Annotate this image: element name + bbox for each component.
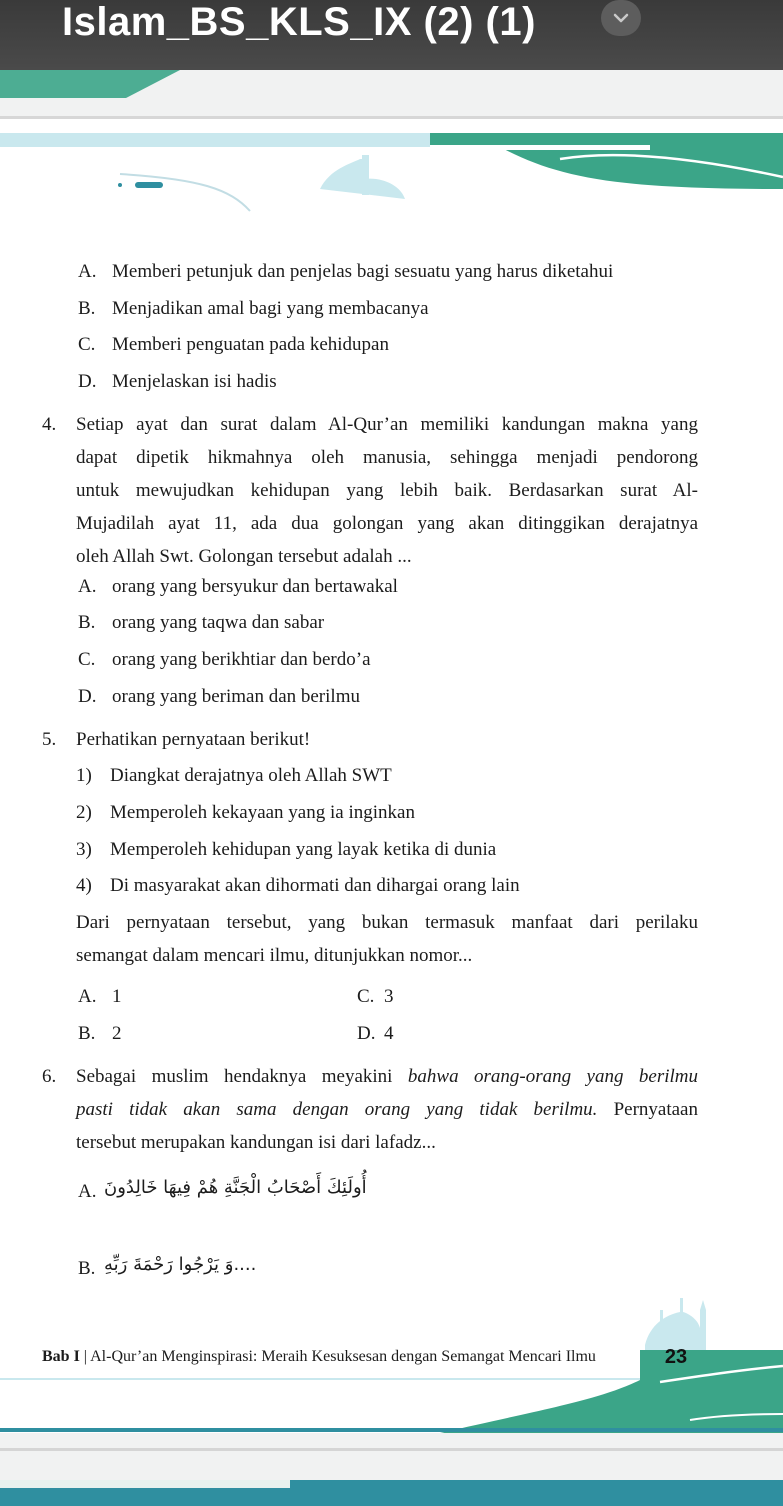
q6-text: Sebagai muslim hendaknya meyakini [76,1066,408,1087]
chapter-label: Bab I [42,1348,80,1365]
q6-option-a-arabic: أُولَئِكَ أَصْحَابُ الْجَنَّةِ هُمْ فِيهَا خَالِدُونَ [104,1177,367,1198]
q3-option-c-letter: C. [78,334,96,355]
q3-option-d: Menjelaskan isi hadis [112,371,277,392]
q5-statement-number: 4) [76,875,92,896]
q5-statement-number: 2) [76,802,92,823]
q6-option-b-arabic: ....وَ يَرْجُوا رَحْمَةَ رَبِّهِ [104,1254,257,1275]
q5-option-b: 2 [112,1023,122,1044]
page-header-decoration [0,119,783,219]
q4-line: oleh Allah Swt. Golongan tersebut adalah ... [76,546,412,567]
q5-prompt: Perhatikan pernyataan berikut! [76,729,311,750]
q6-line [76,1093,698,1126]
q3-option-c: Memberi penguatan pada kehidupan [112,334,389,355]
q6-line: tersebut merupakan kandungan isi dari lafadz... [76,1132,436,1153]
next-page-header-strip [0,1480,290,1488]
q3-option-a: Memberi petunjuk dan penjelas bagi sesuatu yang harus diketahui [112,261,614,282]
q5-option-a: 1 [112,986,122,1007]
page-footer-text [42,1345,596,1369]
page-gap-bottom [0,1433,783,1506]
q6-option-b-letter: B. [78,1258,96,1279]
q5-line: Dari pernyataan tersebut, yang bukan termasuk manfaat dari perilaku [76,912,698,933]
q5-option-b-letter: B. [78,1023,96,1044]
q4-option-c-letter: C. [78,649,96,670]
q5-statement: Diangkat derajatnya oleh Allah SWT [110,765,392,786]
q4-question [76,408,698,573]
q5-statement: Memperoleh kehidupan yang layak ketika di dunia [110,839,497,860]
q6-text: Pernyataan [597,1099,698,1120]
q5-option-d: 4 [384,1023,394,1044]
viewer-title-bar [0,0,783,70]
q4-option-c: orang yang berikhtiar dan berdo’a [112,649,371,670]
q6-option-a-letter: A. [78,1181,97,1202]
q4-line: Mujadilah ayat 11, ada dua golongan yang akan ditinggikan derajatnya [76,513,698,534]
q4-option-b-letter: B. [78,612,96,633]
q5-option-d-letter: D. [357,1023,376,1044]
q5-statement-number: 1) [76,765,92,786]
q5-line: semangat dalam mencari ilmu, ditunjukkan nomor... [76,945,473,966]
page-divider [0,1448,783,1451]
q5-statement: Di masyarakat akan dihormati dan dihargai orang lain [110,875,520,896]
q6-line [76,1060,698,1093]
chapter-title: Al-Qur’an Menginspirasi: Meraih Kesuksesan dengan Semangat Mencari Ilmu [90,1348,596,1365]
q4-option-a-letter: A. [78,576,97,597]
page-gap-top [0,70,783,118]
q4-option-a: orang yang bersyukur dan bertawakal [112,576,398,597]
q4-option-d: orang yang beriman dan berilmu [112,686,360,707]
q5-option-c-letter: C. [357,986,375,1007]
q4-option-b: orang yang taqwa dan sabar [112,612,325,633]
footer-separator: | [79,1348,91,1365]
q4-option-d-letter: D. [78,686,97,707]
page-number: 23 [664,1346,688,1368]
chevron-down-icon [611,8,631,28]
q5-statement-number: 3) [76,839,92,860]
q5-option-c: 3 [384,986,394,1007]
q3-option-a-letter: A. [78,261,97,282]
q3-option-b: Menjadikan amal bagi yang membacanya [112,298,429,319]
q5-question [76,906,698,972]
q6-question [76,1060,698,1159]
q6-emphasis: pasti tidak akan sama dengan orang yang tidak berilmu. [76,1099,598,1120]
q4-number: 4. [42,414,57,435]
q3-option-b-letter: B. [78,298,96,319]
document-title: Islam_BS_KLS_IX (2) (1) [62,0,536,44]
q5-number: 5. [42,729,57,750]
q4-line: dapat dipetik hikmahnya oleh manusia, sehingga menjadi pendorong [76,447,698,468]
q6-number: 6. [42,1066,57,1087]
previous-page-edge [0,70,180,98]
q4-line: Setiap ayat dan surat dalam Al-Qur’an memiliki kandungan makna yang [76,414,698,435]
q5-option-a-letter: A. [78,986,97,1007]
q5-statement: Memperoleh kekayaan yang ia inginkan [110,802,415,823]
q4-line: untuk mewujudkan kehidupan yang lebih baik. Berdasarkan surat Al- [76,480,698,501]
q3-option-d-letter: D. [78,371,97,392]
title-menu-button[interactable] [601,0,641,36]
q6-emphasis: bahwa orang-orang yang berilmu [407,1066,699,1087]
